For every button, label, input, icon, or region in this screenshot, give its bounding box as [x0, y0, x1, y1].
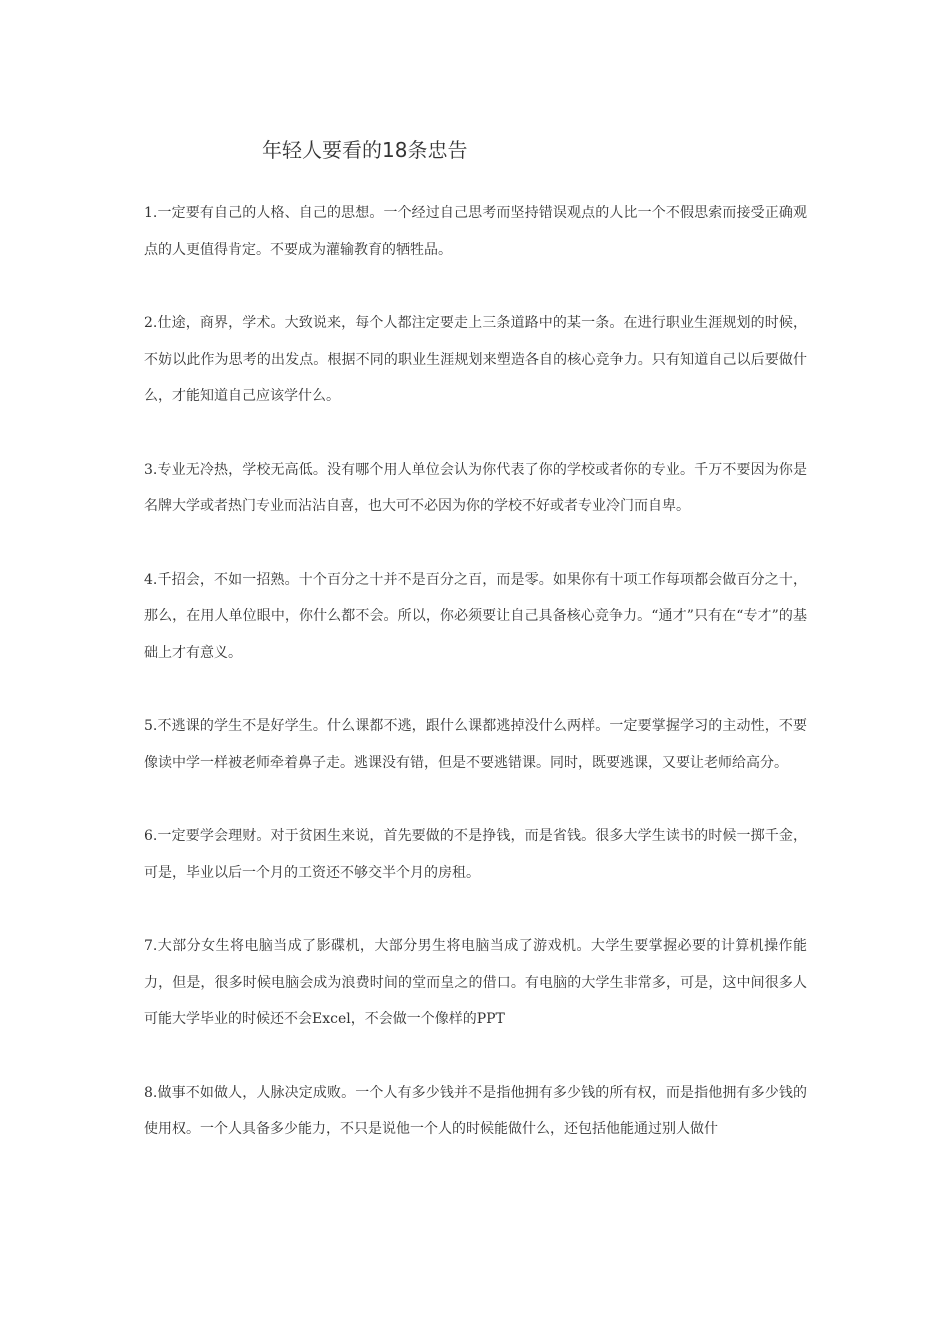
- paragraph-2: 2.仕途，商界，学术。大致说来，每个人都注定要走上三条道路中的某一条。在进行职业生涯规划的时候，不妨以此作为思考的出发点。根据不同的职业生涯规划来塑造各自的核心竞争力。只有知道自己以后要做什么，才能知道自己应该学什么。: [144, 315, 807, 404]
- paragraph-8: 8.做事不如做人，人脉决定成败。一个人有多少钱并不是指他拥有多少钱的所有权，而是指他拥有多少钱的使用权。一个人具备多少能力，不只是说他一个人的时候能做什么，还包括他能通过别人做什: [144, 1084, 807, 1137]
- paragraph-6: 6.一定要学会理财。对于贫困生来说，首先要做的不是挣钱，而是省钱。很多大学生读书的时候一掷千金，可是，毕业以后一个月的工资还不够交半个月的房租。: [144, 828, 807, 881]
- paragraph-1: 1.一定要有自己的人格、自己的思想。一个经过自己思考而坚持错误观点的人比一个不假思索而接受正确观点的人更值得肯定。不要成为灌输教育的牺牲品。: [144, 205, 807, 258]
- paragraph-7: 7.大部分女生将电脑当成了影碟机，大部分男生将电脑当成了游戏机。大学生要掌握必要的计算机操作能力，但是，很多时候电脑会成为浪费时间的堂而皇之的借口。有电脑的大学生非常多，可是，这中间很多人可能大学毕业的时候还不会Excel，不会做一个像样的PPT: [144, 938, 807, 1027]
- paragraph-5: 5.不逃课的学生不是好学生。什么课都不逃，跟什么课都逃掉没什么两样。一定要掌握学习的主动性，不要像读中学一样被老师牵着鼻子走。逃课没有错，但是不要逃错课。同时，既要逃课，又要让老师给高分。: [144, 718, 807, 771]
- document-title: 年轻人要看的18条忠告: [262, 138, 468, 162]
- paragraph-4: 4.千招会，不如一招熟。十个百分之十并不是百分之百，而是零。如果你有十项工作每项都会做百分之十，那么，在用人单位眼中，你什么都不会。所以，你必须要让自己具备核心竞争力。“通才”只有在“专才”的基础上才有意义。: [144, 571, 807, 661]
- paragraph-3: 3.专业无冷热，学校无高低。没有哪个用人单位会认为你代表了你的学校或者你的专业。千万不要因为你是名牌大学或者热门专业而沾沾自喜，也大可不必因为你的学校不好或者专业冷门而自卑。: [144, 461, 807, 514]
- document-body: [144, 195, 807, 1185]
